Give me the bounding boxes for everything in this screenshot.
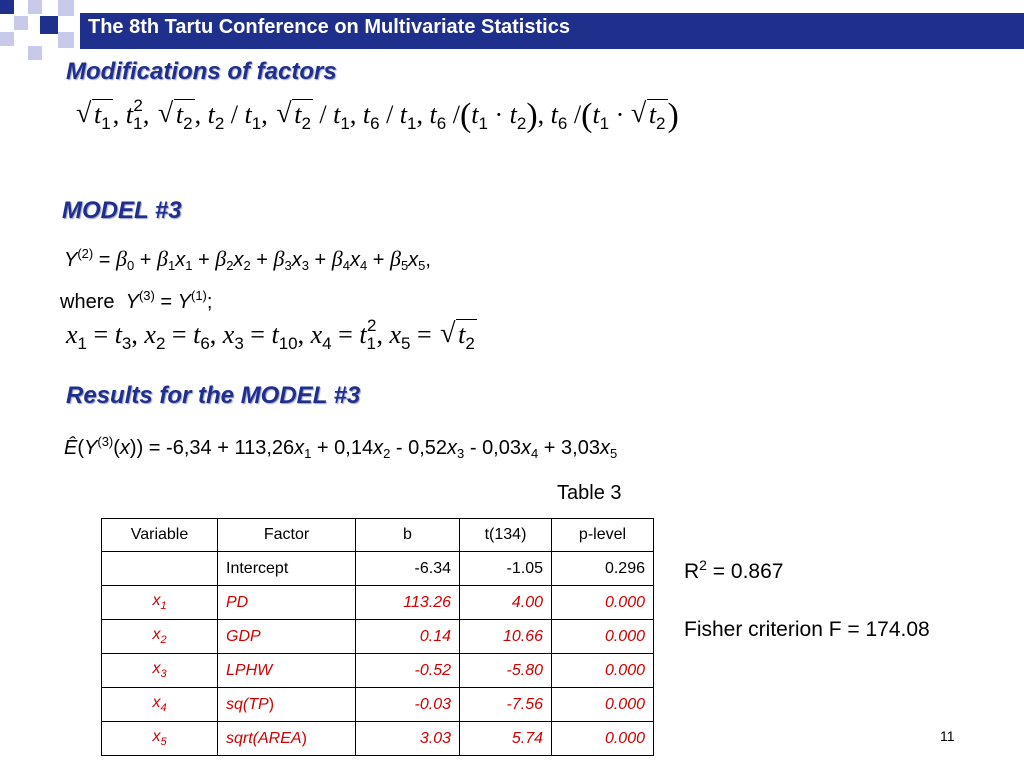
decor-square [0, 32, 14, 46]
table-caption: Table 3 [557, 482, 622, 504]
r-squared: $R^2 = 0.867$ [684, 557, 784, 583]
table-cell: 113.26 [356, 586, 460, 620]
table-cell: -6.34 [356, 552, 460, 586]
table-cell: $x_5$ [102, 722, 218, 756]
model3-equation: $Y^{(2)} = \beta_0 + \beta_1x_1 + \beta_2x_2 + \beta_3x_3 + \beta_4x_4 + \beta_5x_5$, [64, 246, 431, 273]
model3-heading: MODEL #3 [62, 197, 182, 224]
header-p: p-level [552, 519, 654, 552]
table-cell: LPHW [218, 654, 356, 688]
variable-definitions-formula: $x_1 = t_3$, $x_2 = t_6$, $x_3 = t_{10}$, $x_4 = t_1^2$, $x_5$ = √ $t_2$ [66, 316, 477, 354]
decor-square [40, 16, 58, 34]
table-cell: 0.000 [552, 654, 654, 688]
table-cell: -0.03 [356, 688, 460, 722]
decor-square [58, 32, 74, 48]
table-cell: PD [218, 586, 356, 620]
table-cell: 0.296 [552, 552, 654, 586]
table-cell: sqrt(AREA) [218, 722, 356, 756]
decor-square [28, 0, 42, 14]
table-header-row [102, 519, 654, 552]
table-cell: 0.000 [552, 688, 654, 722]
table-cell: -7.56 [460, 688, 552, 722]
table-cell: $x_2$ [102, 620, 218, 654]
table-cell: -1.05 [460, 552, 552, 586]
decor-square [0, 0, 14, 14]
results-equation: $Ê(Y^{(3)}(x)) = -6,34 + 113,26x_1 + 0,14x_2 - 0,52x_3 - 0,03x_4 + 3,03x_5$ [64, 434, 618, 461]
table-cell: 0.000 [552, 620, 654, 654]
table-row [102, 722, 654, 756]
modifications-heading: Modifications of factors [66, 58, 337, 85]
header-b: b [356, 519, 460, 552]
table-row [102, 654, 654, 688]
table-cell: 3.03 [356, 722, 460, 756]
table-row [102, 688, 654, 722]
table-cell: 0.14 [356, 620, 460, 654]
table-row [102, 552, 654, 586]
table-cell: 5.74 [460, 722, 552, 756]
table-cell: $x_4$ [102, 688, 218, 722]
table-cell [102, 552, 218, 586]
results-table [101, 518, 654, 756]
results-heading: Results for the MODEL #3 [66, 382, 361, 409]
decor-square [28, 46, 42, 60]
page-number: 11 [940, 728, 955, 744]
header-factor: Factor [218, 519, 356, 552]
header-variable: Variable [102, 519, 218, 552]
table-row [102, 586, 654, 620]
header-t: t(134) [460, 519, 552, 552]
table-cell: 0.000 [552, 586, 654, 620]
table-cell: 4.00 [460, 586, 552, 620]
table-cell: $x_1$ [102, 586, 218, 620]
table-cell: 0.000 [552, 722, 654, 756]
table-cell: $x_3$ [102, 654, 218, 688]
where-line: where $Y^{(3)} = Y^{(1)}$; [60, 288, 213, 313]
table-cell: -0.52 [356, 654, 460, 688]
table-cell: sq(TP) [218, 688, 356, 722]
fisher-criterion: Fisher criterion F = 174.08 [684, 618, 930, 641]
table-cell: GDP [218, 620, 356, 654]
decor-square [58, 0, 74, 16]
page-title: The 8th Tartu Conference on Multivariate Statistics [88, 16, 570, 38]
table-cell: -5.80 [460, 654, 552, 688]
table-cell: 10.66 [460, 620, 552, 654]
factor-modifications-formula: √ $t_1$, $t_1^2$, √ $t_2$, $t_2 / t_1$, √ $t_2 / t_1$, $t_6 / t_1$, $t_6$ $/(t_1 \cdot t_2)$, $t_6$ $/(t_1$ · √ $t_2$) [90, 96, 679, 135]
table-row [102, 620, 654, 654]
where-label: where [60, 291, 115, 313]
decor-square [14, 16, 28, 30]
table-cell: Intercept [218, 552, 356, 586]
